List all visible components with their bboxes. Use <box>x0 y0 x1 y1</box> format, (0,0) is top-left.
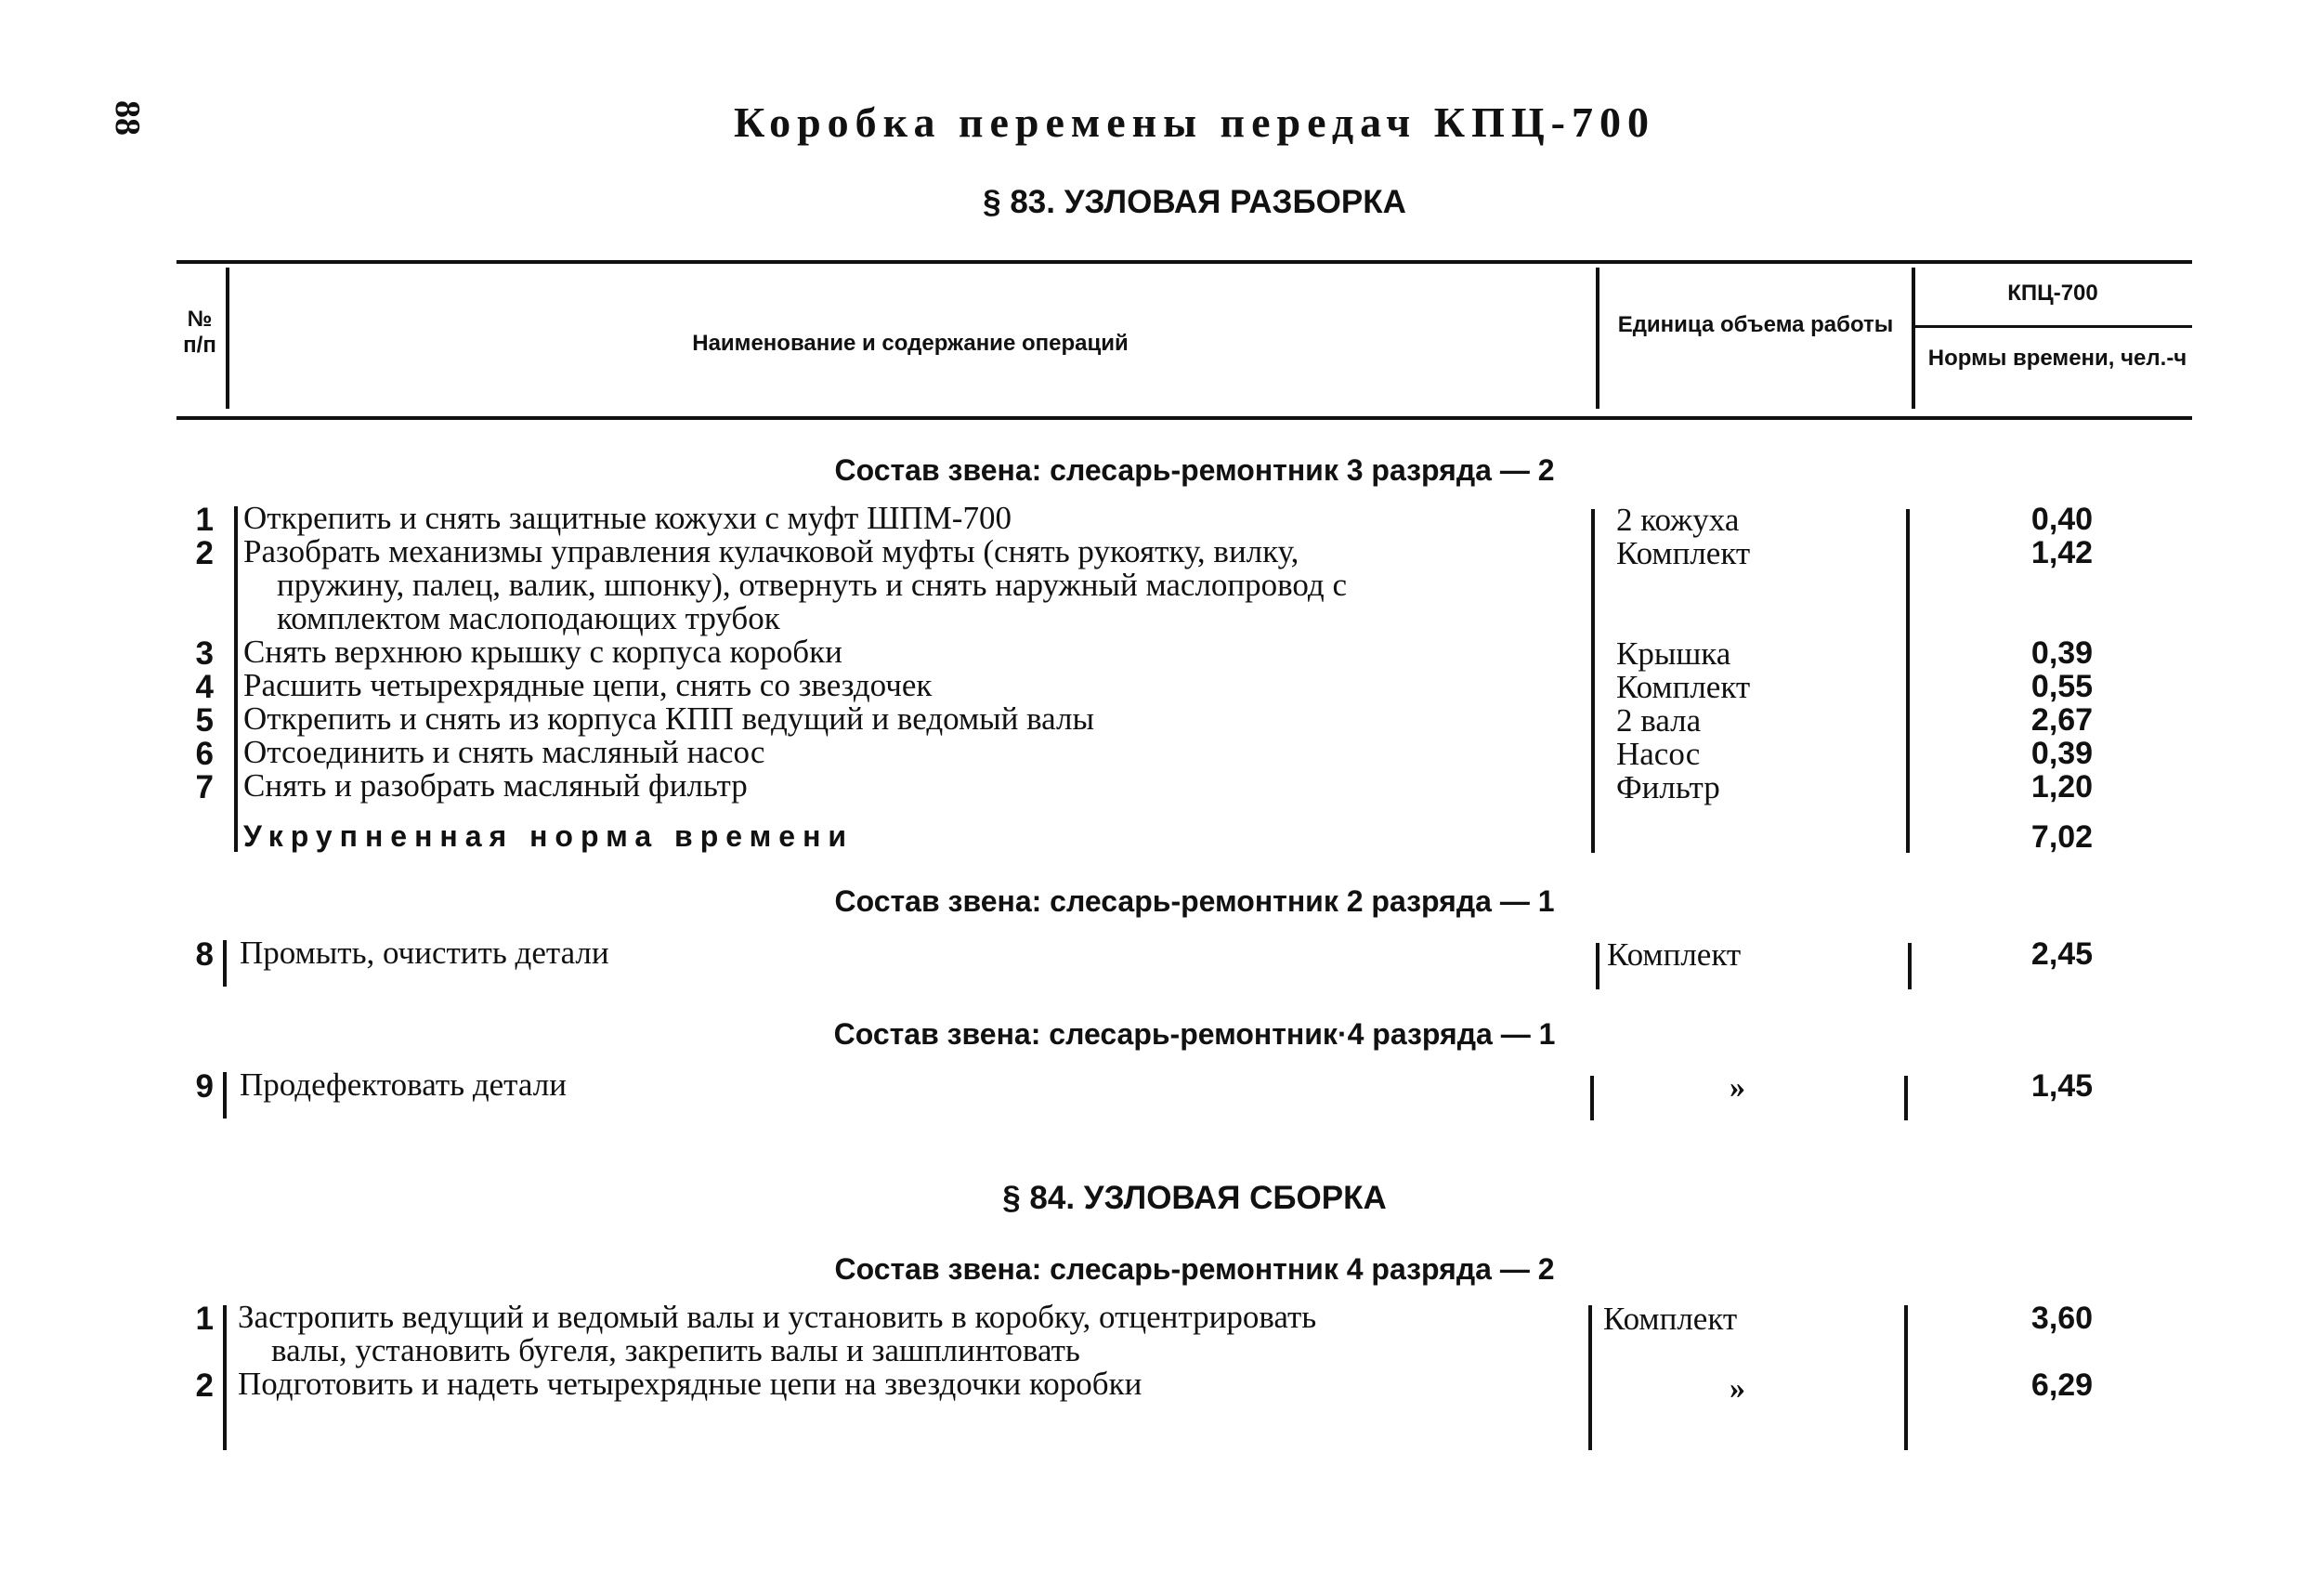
row-number: 2 <box>195 535 214 571</box>
row-number: 3 <box>195 635 214 672</box>
row-divider-mid-g1 <box>1591 509 1595 853</box>
row-unit-ditto: » <box>1730 1371 1745 1406</box>
row-value: 0,40 <box>2030 502 2094 537</box>
row-value: 2,45 <box>2030 936 2094 972</box>
row-divider-mid-g2 <box>1596 943 1599 989</box>
row-description <box>238 1367 1575 1401</box>
section-83-title: § 83. УЗЛОВАЯ РАЗБОРКА <box>983 184 1406 220</box>
row-description <box>240 1068 1577 1102</box>
row-description <box>243 535 1581 635</box>
row-value: 0,55 <box>2030 669 2094 704</box>
row-number: 6 <box>195 736 214 772</box>
crew-line-4: Состав звена: слесарь-ремонтник 4 разряда — 2 <box>834 1252 1555 1286</box>
row-unit: 2 вала <box>1616 702 1702 739</box>
row-number: 4 <box>195 669 214 705</box>
crew-line-3: Состав звена: слесарь-ремонтник·4 разряда — 1 <box>833 1017 1556 1051</box>
row-value: 1,42 <box>2030 535 2094 570</box>
row-unit: Крышка <box>1616 635 1731 672</box>
header-norm: Нормы времени, чел.-ч <box>1927 346 2187 371</box>
description-line: Застропить ведущий и ведомый валы и установить в коробку, отцентрировать <box>238 1299 1317 1335</box>
table-header-bottom-rule <box>176 416 2192 420</box>
header-divider-1 <box>226 268 229 409</box>
row-value: 3,60 <box>2030 1301 2094 1336</box>
header-subrule <box>1915 325 2192 328</box>
row-unit: Комплект <box>1616 669 1751 705</box>
row-divider-mid-g3 <box>1590 1076 1594 1120</box>
total-label <box>243 819 1581 853</box>
row-description <box>243 502 1581 535</box>
description-line: Снять верхнюю крышку с корпуса коробки <box>243 634 842 670</box>
row-value: 1,20 <box>2030 769 2094 805</box>
header-name: Наименование и содержание операций <box>692 331 1129 356</box>
description-line: Открепить и снять из корпуса КПП ведущий и ведомый валы <box>243 700 1094 737</box>
row-unit: Комплект <box>1616 535 1751 571</box>
description-line: пружину, палец, валик, шпонку), отвернуть и снять наружный маслопровод с <box>277 567 1348 603</box>
total-label-text: Укрупненная норма времени <box>243 819 855 853</box>
row-divider-left-g3 <box>223 1072 227 1119</box>
row-number: 8 <box>195 936 214 973</box>
row-value: 1,45 <box>2030 1068 2094 1104</box>
row-divider-right-g1 <box>1906 509 1910 853</box>
row-divider-left-g2 <box>223 940 227 987</box>
row-value: 2,67 <box>2030 702 2094 738</box>
crew-line-2: Состав звена: слесарь-ремонтник 2 разряда — 1 <box>834 884 1555 918</box>
description-line: Снять и разобрать масляный фильтр <box>243 767 748 804</box>
page-number: 88 <box>108 100 147 136</box>
row-description <box>243 702 1581 736</box>
description-line: Расшить четырехрядные цепи, снять со звездочек <box>243 667 933 703</box>
table-top-rule <box>176 260 2192 264</box>
description-line: Продефектовать детали <box>240 1066 567 1103</box>
description-line: Разобрать механизмы управления кулачковой муфты (снять рукоятку, вилку, <box>243 533 1299 569</box>
row-description <box>243 769 1581 803</box>
row-divider-right-g2 <box>1908 943 1912 989</box>
row-unit: Комплект <box>1603 1301 1738 1337</box>
page-title: Коробка перемены передач КПЦ-700 <box>734 98 1655 146</box>
section-84-title: § 84. УЗЛОВАЯ СБОРКА <box>1002 1180 1387 1216</box>
header-unit: Единица объема работы <box>1617 312 1894 337</box>
row-divider-left-g4 <box>223 1305 227 1450</box>
row-value: 0,39 <box>2030 635 2094 671</box>
description-line: комплектом маслоподающих трубок <box>277 600 780 636</box>
row-divider-left-g1 <box>234 506 238 852</box>
header-divider-2 <box>1596 268 1599 409</box>
row-value: 6,29 <box>2030 1367 2094 1403</box>
description-line: Промыть, очистить детали <box>240 935 609 971</box>
row-divider-right-g4 <box>1904 1305 1908 1450</box>
row-unit: Комплект <box>1607 936 1742 973</box>
header-group: КПЦ-700 <box>2007 281 2098 306</box>
total-value: 7,02 <box>2030 819 2094 855</box>
row-description <box>240 936 1577 970</box>
header-divider-3 <box>1912 268 1915 409</box>
row-divider-right-g3 <box>1904 1076 1908 1120</box>
row-divider-mid-g4 <box>1588 1305 1592 1450</box>
row-number: 9 <box>195 1068 214 1105</box>
row-description <box>243 736 1581 769</box>
row-unit: Насос <box>1616 736 1701 772</box>
row-description <box>243 635 1581 669</box>
header-num: № п/п <box>183 307 216 358</box>
description-line: валы, установить бугеля, закрепить валы и зашплинтовать <box>271 1332 1080 1368</box>
row-unit-ditto: » <box>1730 1070 1745 1105</box>
row-description <box>238 1301 1575 1367</box>
row-value: 0,39 <box>2030 736 2094 771</box>
crew-line-1: Состав звена: слесарь-ремонтник 3 разряда — 2 <box>834 453 1555 487</box>
row-number: 2 <box>195 1367 214 1404</box>
row-description <box>243 669 1581 702</box>
row-number: 5 <box>195 702 214 739</box>
row-unit: Фильтр <box>1616 769 1720 805</box>
description-line: Отсоединить и снять масляный насос <box>243 734 765 770</box>
description-line: Открепить и снять защитные кожухи с муфт ШПМ-700 <box>243 500 1012 536</box>
row-unit: 2 кожуха <box>1616 502 1740 538</box>
description-line: Подготовить и надеть четырехрядные цепи на звездочки коробки <box>238 1366 1142 1402</box>
row-number: 1 <box>195 1301 214 1337</box>
row-number: 1 <box>195 502 214 538</box>
row-number: 7 <box>195 769 214 805</box>
